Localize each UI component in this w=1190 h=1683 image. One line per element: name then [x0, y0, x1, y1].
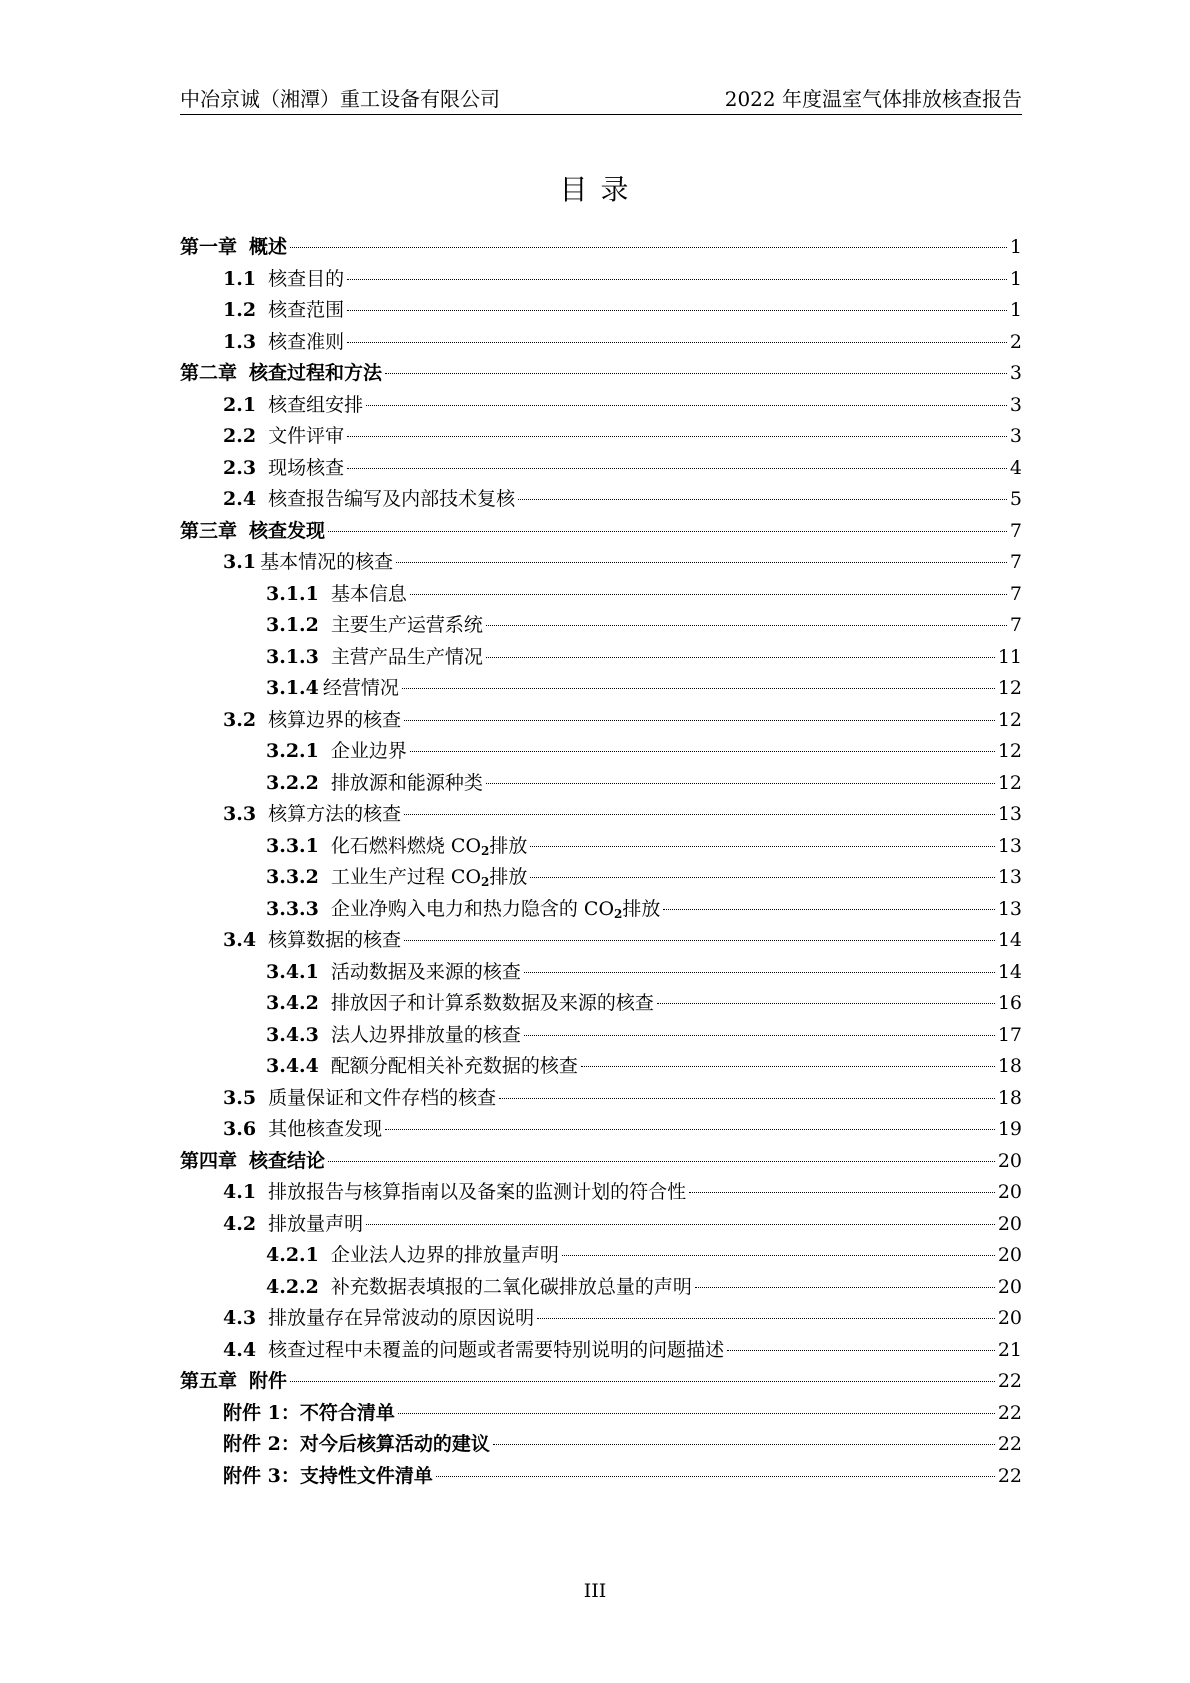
toc-title-text: 主营产品生产情况: [330, 645, 483, 668]
toc-leader: [530, 846, 994, 847]
toc-number: 3.2.1: [266, 740, 319, 762]
toc-number: 附件 1：: [223, 1401, 300, 1424]
toc-leader: [663, 909, 994, 910]
toc-entry[interactable]: [180, 1398, 1022, 1430]
toc-title-text: 其他核查发现: [268, 1118, 383, 1140]
toc-number: 2.2: [223, 425, 257, 447]
toc-entry[interactable]: [180, 1146, 1022, 1178]
toc-number: 3.1.1: [266, 582, 319, 605]
toc-page: 22: [997, 1433, 1022, 1455]
toc-number: 3.1: [223, 551, 257, 573]
toc-leader: [486, 625, 1007, 626]
toc-entry[interactable]: [180, 1051, 1022, 1083]
toc-page: 21: [997, 1338, 1022, 1361]
toc-page: 7: [1009, 519, 1022, 542]
toc-page: 13: [997, 803, 1022, 825]
toc-page: 20: [997, 1307, 1022, 1329]
toc-leader: [398, 1413, 995, 1414]
toc-page: 12: [997, 677, 1022, 699]
page-number: III: [583, 1580, 607, 1602]
toc-title-text: 基本信息: [330, 582, 407, 605]
toc-leader: [524, 972, 995, 973]
toc-entry[interactable]: [180, 1303, 1022, 1335]
toc-page: 1: [1009, 299, 1022, 321]
toc-entry[interactable]: [180, 1461, 1022, 1493]
toc-leader: [727, 1350, 995, 1351]
toc-leader: [486, 657, 995, 658]
toc-entry[interactable]: [180, 1083, 1022, 1115]
toc-leader: [328, 1161, 995, 1162]
toc-number: 3.2: [223, 708, 257, 731]
toc-title-text: 排放量存在异常波动的原因说明: [268, 1307, 535, 1329]
toc-leader: [410, 594, 1007, 595]
toc-page: 22: [997, 1401, 1022, 1424]
toc-title: 目 录: [559, 173, 631, 206]
toc-leader: [290, 1381, 995, 1382]
toc-page: 3: [1009, 393, 1022, 416]
toc-title-text: 化石燃料燃烧 $CO_2$排放: [330, 834, 528, 858]
toc-entry[interactable]: [180, 484, 1022, 516]
toc-page: 20: [997, 1244, 1022, 1266]
toc-number: 3.5: [223, 1086, 257, 1109]
toc-number: 2.1: [223, 393, 257, 416]
toc-entry[interactable]: [180, 799, 1022, 831]
co2-subscript: 2: [614, 906, 623, 921]
toc-leader: [347, 468, 1007, 469]
toc-title-text: 支持性文件清单: [299, 1464, 433, 1487]
toc-page: 7: [1009, 582, 1022, 605]
toc-leader: [518, 499, 1007, 500]
toc-entry[interactable]: [180, 453, 1022, 485]
toc-leader: [404, 814, 995, 815]
toc-title-text: 企业法人边界的排放量声明: [330, 1244, 559, 1266]
toc-page: 20: [997, 1212, 1022, 1235]
toc-page: 14: [997, 929, 1022, 951]
toc-page: 12: [997, 740, 1022, 762]
toc-page: 1: [1009, 267, 1022, 290]
toc-page: 13: [997, 834, 1022, 857]
toc-leader: [436, 1476, 995, 1477]
toc-title-text: 附件: [249, 1370, 288, 1392]
toc-title-text: 文件评审: [268, 425, 345, 447]
toc-leader: [402, 688, 995, 689]
toc-page: 2: [1009, 330, 1022, 353]
toc-number: 3.4: [223, 929, 257, 951]
toc-page: 18: [997, 1086, 1022, 1109]
toc-entry[interactable]: [180, 579, 1022, 611]
toc-entry[interactable]: [180, 736, 1022, 768]
toc-number: 第四章: [180, 1149, 238, 1172]
toc-page: 22: [997, 1464, 1022, 1487]
toc-title-text: 核查准则: [268, 330, 345, 353]
toc-entry[interactable]: [180, 705, 1022, 737]
toc-title-text: 配额分配相关补充数据的核查: [330, 1055, 578, 1077]
toc-page: 12: [997, 771, 1022, 794]
toc-page: 3: [1009, 425, 1022, 447]
toc-title-text: 不符合清单: [299, 1401, 395, 1424]
toc-title-text: 核查目的: [268, 267, 345, 290]
toc-leader: [410, 751, 995, 752]
toc-leader: [404, 940, 995, 941]
toc-entry[interactable]: [180, 988, 1022, 1020]
toc-title-text: 法人边界排放量的核查: [330, 1023, 521, 1046]
toc-number: 3.4.2: [266, 992, 319, 1014]
toc-number: 3.3.3: [266, 897, 319, 920]
toc-entry[interactable]: [180, 642, 1022, 674]
toc-title-text: 概述: [249, 236, 288, 258]
toc-number: 2.3: [223, 456, 257, 479]
header-report-title: 2022 年度温室气体排放核查报告: [724, 87, 1022, 111]
toc-page: 13: [997, 866, 1022, 888]
toc-number: 3.1.3: [266, 645, 319, 668]
toc-title-text: 排放因子和计算系数数据及来源的核查: [330, 992, 654, 1014]
toc-leader: [347, 342, 1007, 343]
toc-title-text: 基本情况的核查: [260, 551, 394, 573]
toc-number: 第二章: [180, 362, 238, 384]
toc-title-text: 企业净购入电力和热力隐含的 $CO_2$排放: [330, 897, 661, 921]
toc-title-text: 核算边界的核查: [268, 708, 402, 731]
toc-number: 4.4: [223, 1338, 257, 1361]
toc-title-text: 质量保证和文件存档的核查: [268, 1086, 497, 1109]
toc-number: 3.1.4: [266, 677, 319, 699]
toc-entry[interactable]: [180, 327, 1022, 359]
toc-number: 第一章: [180, 236, 238, 258]
toc-leader: [657, 1003, 995, 1004]
toc-title-text: 对今后核算活动的建议: [299, 1433, 490, 1455]
toc-page: 20: [997, 1149, 1022, 1172]
table-of-contents: [180, 232, 1022, 1492]
toc-entry[interactable]: [180, 264, 1022, 296]
toc-page: 7: [1009, 614, 1022, 636]
toc-number: 1.1: [223, 267, 257, 290]
toc-entry[interactable]: [180, 1114, 1022, 1146]
toc-title-text: 工业生产过程 $CO_2$排放: [330, 866, 528, 889]
toc-entry[interactable]: [180, 831, 1022, 863]
toc-title-text: 排放报告与核算指南以及备案的监测计划的符合性: [268, 1181, 687, 1203]
toc-page: 11: [997, 645, 1022, 668]
toc-entry[interactable]: [180, 673, 1022, 705]
toc-page: 16: [997, 992, 1022, 1014]
toc-title-text: 核查发现: [249, 519, 326, 542]
toc-entry[interactable]: [180, 1335, 1022, 1367]
toc-leader: [695, 1287, 995, 1288]
toc-number: 3.3.2: [266, 866, 319, 888]
toc-number: 3.4.4: [266, 1055, 319, 1077]
toc-page: 12: [997, 708, 1022, 731]
toc-title-text: 核查过程中未覆盖的问题或者需要特别说明的问题描述: [268, 1338, 725, 1361]
toc-leader: [396, 562, 1007, 563]
toc-page: 18: [997, 1055, 1022, 1077]
toc-page: 20: [997, 1181, 1022, 1203]
toc-title-text: 核算方法的核查: [268, 803, 402, 825]
toc-leader: [385, 1129, 995, 1130]
toc-entry[interactable]: [180, 1177, 1022, 1209]
toc-entry[interactable]: [180, 232, 1022, 264]
toc-leader: [347, 436, 1007, 437]
toc-leader: [524, 1035, 995, 1036]
toc-title-text: 核查报告编写及内部技术复核: [268, 488, 516, 510]
toc-title-text: 主要生产运营系统: [330, 614, 483, 636]
toc-entry[interactable]: [180, 862, 1022, 894]
toc-entry[interactable]: [180, 295, 1022, 327]
toc-number: 附件 3：: [223, 1464, 300, 1487]
toc-page: 14: [997, 960, 1022, 983]
toc-page: 5: [1009, 488, 1022, 510]
toc-title-text: 排放源和能源种类: [330, 771, 483, 794]
toc-page: 20: [997, 1275, 1022, 1298]
toc-entry[interactable]: [180, 1020, 1022, 1052]
toc-title-text: 活动数据及来源的核查: [330, 960, 521, 983]
toc-page: 13: [997, 897, 1022, 920]
toc-entry[interactable]: [180, 610, 1022, 642]
toc-number: 1.3: [223, 330, 257, 353]
toc-number: 3.4.3: [266, 1023, 319, 1046]
co2-subscript: 2: [481, 875, 490, 889]
toc-title-text: 现场核查: [268, 456, 345, 479]
toc-entry[interactable]: [180, 1209, 1022, 1241]
toc-page: 17: [997, 1023, 1022, 1046]
toc-page: 4: [1009, 456, 1022, 479]
toc-number: 第五章: [180, 1370, 238, 1392]
toc-number: 3.2.2: [266, 771, 319, 794]
toc-title-text: 经营情况: [322, 677, 399, 699]
toc-entry[interactable]: [180, 1366, 1022, 1398]
toc-title-text: 企业边界: [330, 740, 407, 762]
toc-entry[interactable]: [180, 421, 1022, 453]
toc-leader: [366, 405, 1007, 406]
toc-title-text: 核查组安排: [268, 393, 364, 416]
toc-leader: [404, 720, 995, 721]
toc-leader: [347, 279, 1007, 280]
toc-entry[interactable]: [180, 390, 1022, 422]
toc-leader: [366, 1224, 995, 1225]
toc-entry[interactable]: [180, 1272, 1022, 1304]
toc-number: 3.6: [223, 1118, 257, 1140]
toc-number: 4.2: [223, 1212, 257, 1235]
toc-page: 1: [1009, 236, 1022, 258]
toc-leader: [499, 1098, 995, 1099]
toc-leader: [530, 877, 994, 878]
toc-number: 3.3.1: [266, 834, 319, 857]
toc-title-text: 核查范围: [268, 299, 345, 321]
toc-entry[interactable]: [180, 358, 1022, 390]
toc-entry[interactable]: [180, 1429, 1022, 1461]
toc-page: 19: [997, 1118, 1022, 1140]
toc-leader: [385, 373, 1007, 374]
toc-title-text: 核查结论: [249, 1149, 326, 1172]
toc-leader: [290, 247, 1007, 248]
toc-entry[interactable]: [180, 768, 1022, 800]
header-company: 中冶京诚（湘潭）重工设备有限公司: [180, 87, 500, 111]
toc-title-text: 核算数据的核查: [268, 929, 402, 951]
toc-leader: [689, 1192, 995, 1193]
toc-number: 4.1: [223, 1181, 257, 1203]
toc-page: 7: [1009, 551, 1022, 573]
toc-number: 第三章: [180, 519, 238, 542]
co2-subscript: 2: [481, 843, 490, 858]
toc-leader: [493, 1444, 995, 1445]
toc-number: 1.2: [223, 299, 257, 321]
toc-leader: [328, 531, 1007, 532]
toc-title-text: 补充数据表填报的二氧化碳排放总量的声明: [330, 1275, 692, 1298]
toc-leader: [486, 783, 995, 784]
toc-number: 3.1.2: [266, 614, 319, 636]
toc-page: 3: [1009, 362, 1022, 384]
page-header: [180, 84, 1022, 115]
toc-entry[interactable]: [180, 516, 1022, 548]
toc-number: 3.4.1: [266, 960, 319, 983]
toc-leader: [581, 1066, 995, 1067]
toc-leader: [537, 1318, 995, 1319]
toc-leader: [347, 310, 1007, 311]
toc-number: 4.3: [223, 1307, 257, 1329]
toc-title-text: 核查过程和方法: [249, 362, 383, 384]
toc-entry[interactable]: [180, 547, 1022, 579]
toc-page: 22: [997, 1370, 1022, 1392]
toc-entry[interactable]: [180, 894, 1022, 926]
toc-number: 附件 2：: [223, 1433, 300, 1455]
toc-number: 2.4: [223, 488, 257, 510]
toc-title-text: 排放量声明: [268, 1212, 364, 1235]
toc-leader: [562, 1255, 995, 1256]
toc-number: 4.2.1: [266, 1244, 319, 1266]
toc-number: 4.2.2: [266, 1275, 319, 1298]
toc-entry[interactable]: [180, 957, 1022, 989]
toc-number: 3.3: [223, 803, 257, 825]
toc-entry[interactable]: [180, 1240, 1022, 1272]
